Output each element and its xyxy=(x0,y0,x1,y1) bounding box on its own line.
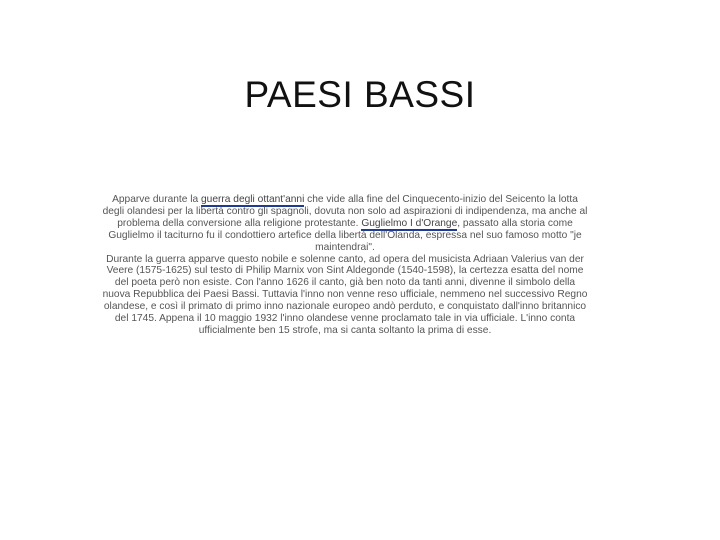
link-guglielmo-d-orange[interactable]: Guglielmo I d'Orange xyxy=(361,217,458,229)
paragraph-1 xyxy=(100,194,590,254)
slide-title: PAESI BASSI xyxy=(244,74,476,115)
link-guerra-degli-ottant-anni[interactable]: guerra degli ottant'anni xyxy=(201,194,305,205)
paragraph-1-text-c: , passato alla storia come Guglielmo il taciturno fu il condottiero artefice della libertà dell'Olanda, espressa nel suo famoso motto "je maintendrai". xyxy=(108,217,582,253)
paragraph-2: Durante la guerra apparve questo nobile e solenne canto, ad opera del musicista Adriaan Valerius van der Veere (1575-1625) sul testo di Philip Marnix von Sint Aldegonde (1540-1598), la certezza esatta del nome del poeta però non esiste. Con l'anno 1626 il canto, già ben noto da tanti anni, divenne il simbolo della nuova Repubblica dei Paesi Bassi. Tuttavia l'inno non venne reso ufficiale, nemmeno nel successivo Regno olandese, e così il primato di primo inno nazionale europeo andò perduto, e conquistato dall'inno britannico del 1745. Appena il 10 maggio 1932 l'inno olandese venne proclamato tale in via ufficiale. L'inno conta ufficialmente ben 15 strofe, ma si canta soltanto la prima di esse. xyxy=(102,253,588,336)
slide-body xyxy=(100,194,590,337)
paragraph-1-text-b: che vide alla fine del Cinquecento-inizio del Seicento la lotta degli olandesi per la libertà contro gli spagnoli, dovuta non solo ad aspirazioni di indipendenza, ma anche al problema della conversione alla religione protestante. xyxy=(102,194,588,229)
paragraph-1-text-a: Apparve durante la xyxy=(112,194,202,205)
